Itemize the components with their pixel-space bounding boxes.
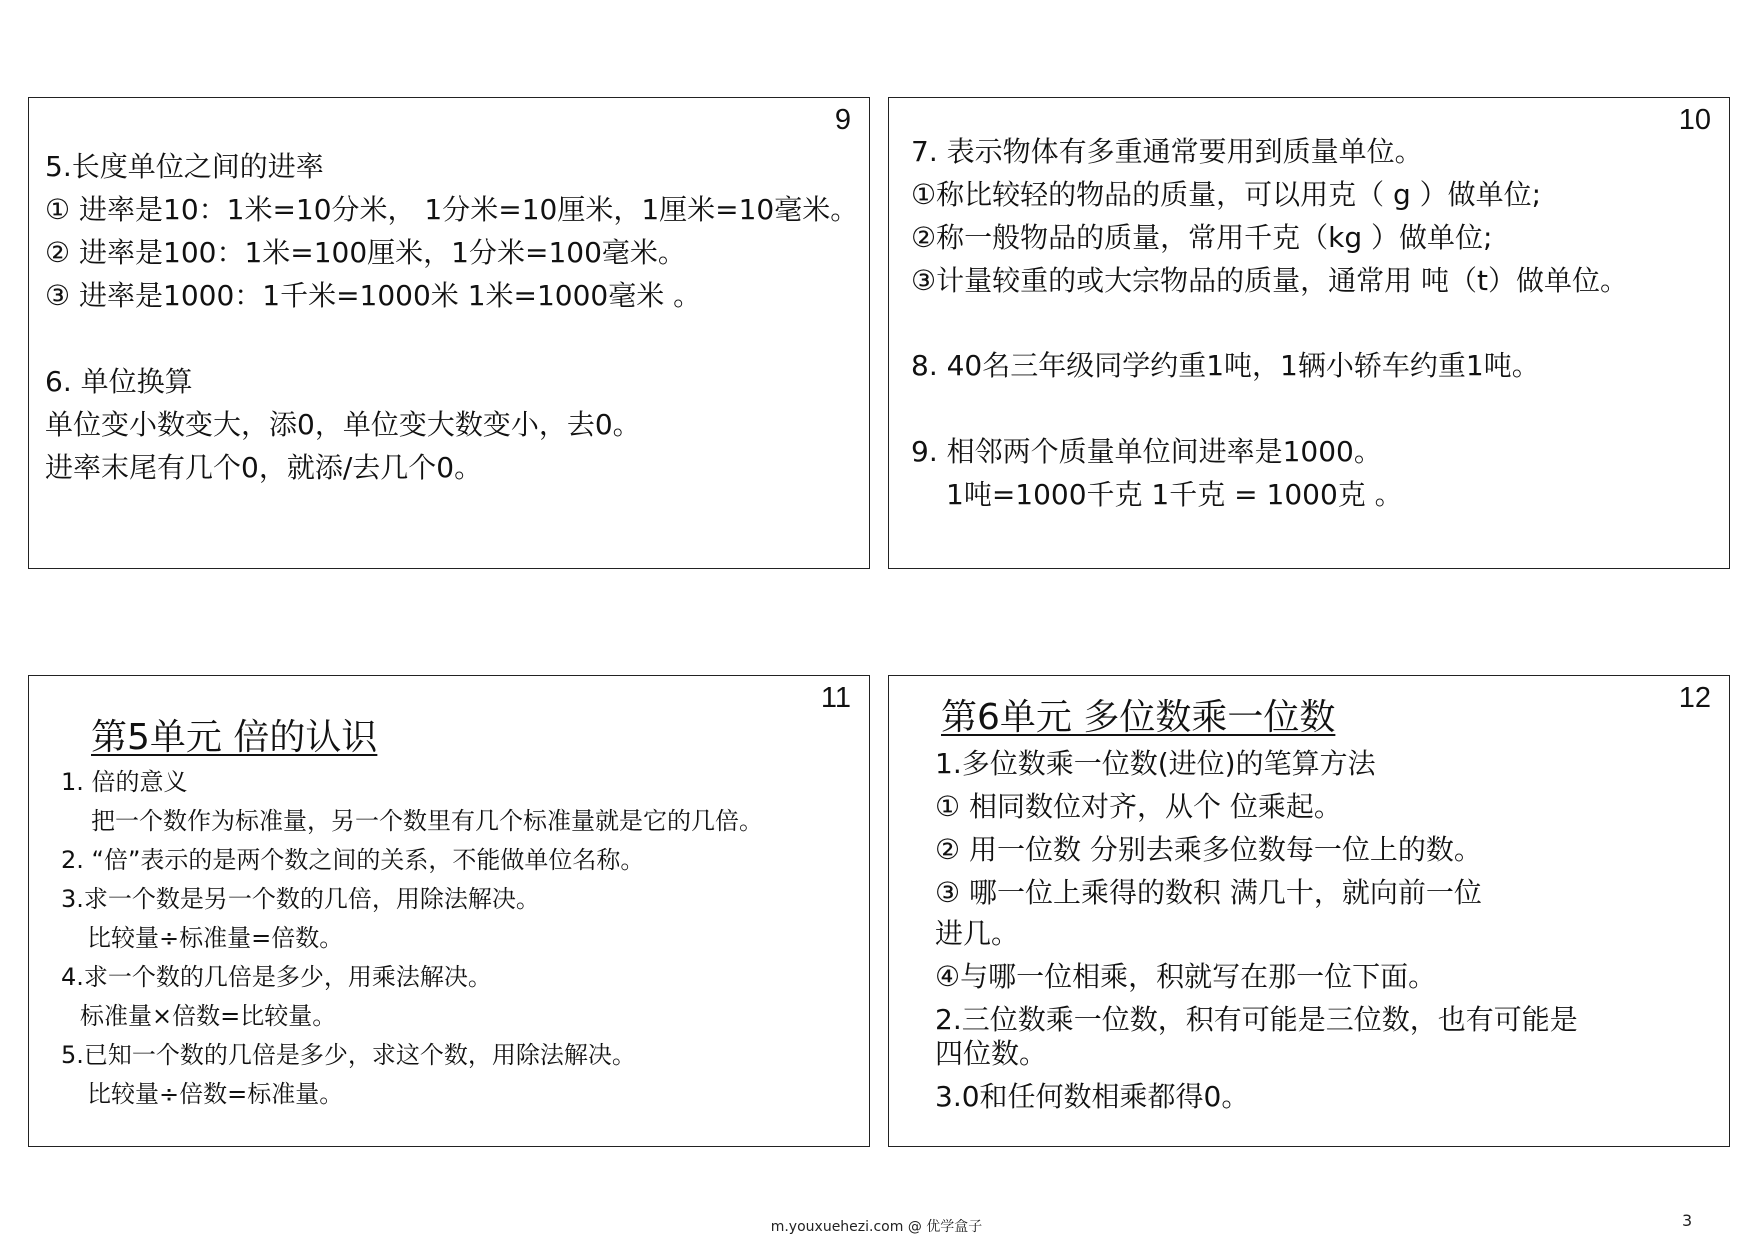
text-line: ③ 进率是1000：1千米=1000米 1米=1000毫米 。 [45,279,702,312]
text-line: 进几。 [935,917,1020,950]
card-12 [888,675,1730,1147]
text-line: ② 进率是100：1米=100厘米，1分米=100毫米。 [45,236,686,269]
formula-line: 比较量÷标准量=倍数。 [87,924,344,952]
page-number: 3 [1682,1211,1693,1230]
section-title: 5.长度单位之间的进率 [45,150,324,183]
unit-heading: 第6单元 多位数乘一位数 [941,697,1336,738]
text-line: ② 用一位数 分别去乘多位数每一位上的数。 [935,833,1482,866]
text-line: ① 相同数位对齐，从个 位乘起。 [935,790,1342,823]
section-title: 3.求一个数是另一个数的几倍，用除法解决。 [61,885,540,913]
text-line: ③ 哪一位上乘得的数积 满几十，就向前一位 [935,876,1482,909]
card-9 [28,97,870,569]
text-line: ③计量较重的或大宗物品的质量，通常用 吨（t）做单位。 [911,264,1628,297]
text-line: 单位变小数变大，添0，单位变大数变小，去0。 [45,408,641,441]
card-11 [28,675,870,1147]
formula-line: 标准量×倍数=比较量。 [80,1002,337,1030]
section-title: 1.多位数乘一位数(进位)的笔算方法 [935,747,1376,780]
section-title: 4.求一个数的几倍是多少，用乘法解决。 [61,963,492,991]
section-title: 7. 表示物体有多重通常要用到质量单位。 [911,135,1423,168]
card-number: 10 [1678,104,1711,136]
section-title: 1. 倍的意义 [61,768,188,796]
card-10 [888,97,1730,569]
section-title: 9. 相邻两个质量单位间进率是1000。 [911,435,1382,468]
text-line: 1吨=1000千克 1千克 = 1000克 。 [946,478,1403,511]
section-title: 2.三位数乘一位数，积有可能是三位数，也有可能是 [935,1003,1578,1036]
section-title: 8. 40名三年级同学约重1吨，1辆小轿车约重1吨。 [911,349,1540,382]
unit-heading: 第5单元 倍的认识 [91,717,378,758]
text-line: 进率末尾有几个0，就添/去几个0。 [45,451,483,484]
text-line: ②称一般物品的质量，常用千克（kg ）做单位; [911,221,1493,254]
footer-source: m.youxuehezi.com @ 优学盒子 [770,1219,983,1235]
section-title: 6. 单位换算 [45,365,193,398]
section-title: 5.已知一个数的几倍是多少，求这个数，用除法解决。 [61,1041,636,1069]
card-number: 9 [834,104,851,136]
section-title: 2. “倍”表示的是两个数之间的关系，不能做单位名称。 [61,846,645,874]
text-line: ①称比较轻的物品的质量，可以用克（ g ）做单位; [911,178,1542,211]
text-line: ① 进率是10：1米=10分米， 1分米=10厘米，1厘米=10毫米。 [45,193,859,226]
card-number: 12 [1678,682,1711,714]
text-line: 把一个数作为标准量，另一个数里有几个标准量就是它的几倍。 [91,807,763,835]
section-title: 3.0和任何数相乘都得0。 [935,1080,1250,1113]
card-number: 11 [820,682,851,714]
text-line: ④与哪一位相乘，积就写在那一位下面。 [935,960,1437,993]
formula-line: 比较量÷倍数=标准量。 [87,1080,344,1108]
text-line: 四位数。 [935,1037,1048,1070]
